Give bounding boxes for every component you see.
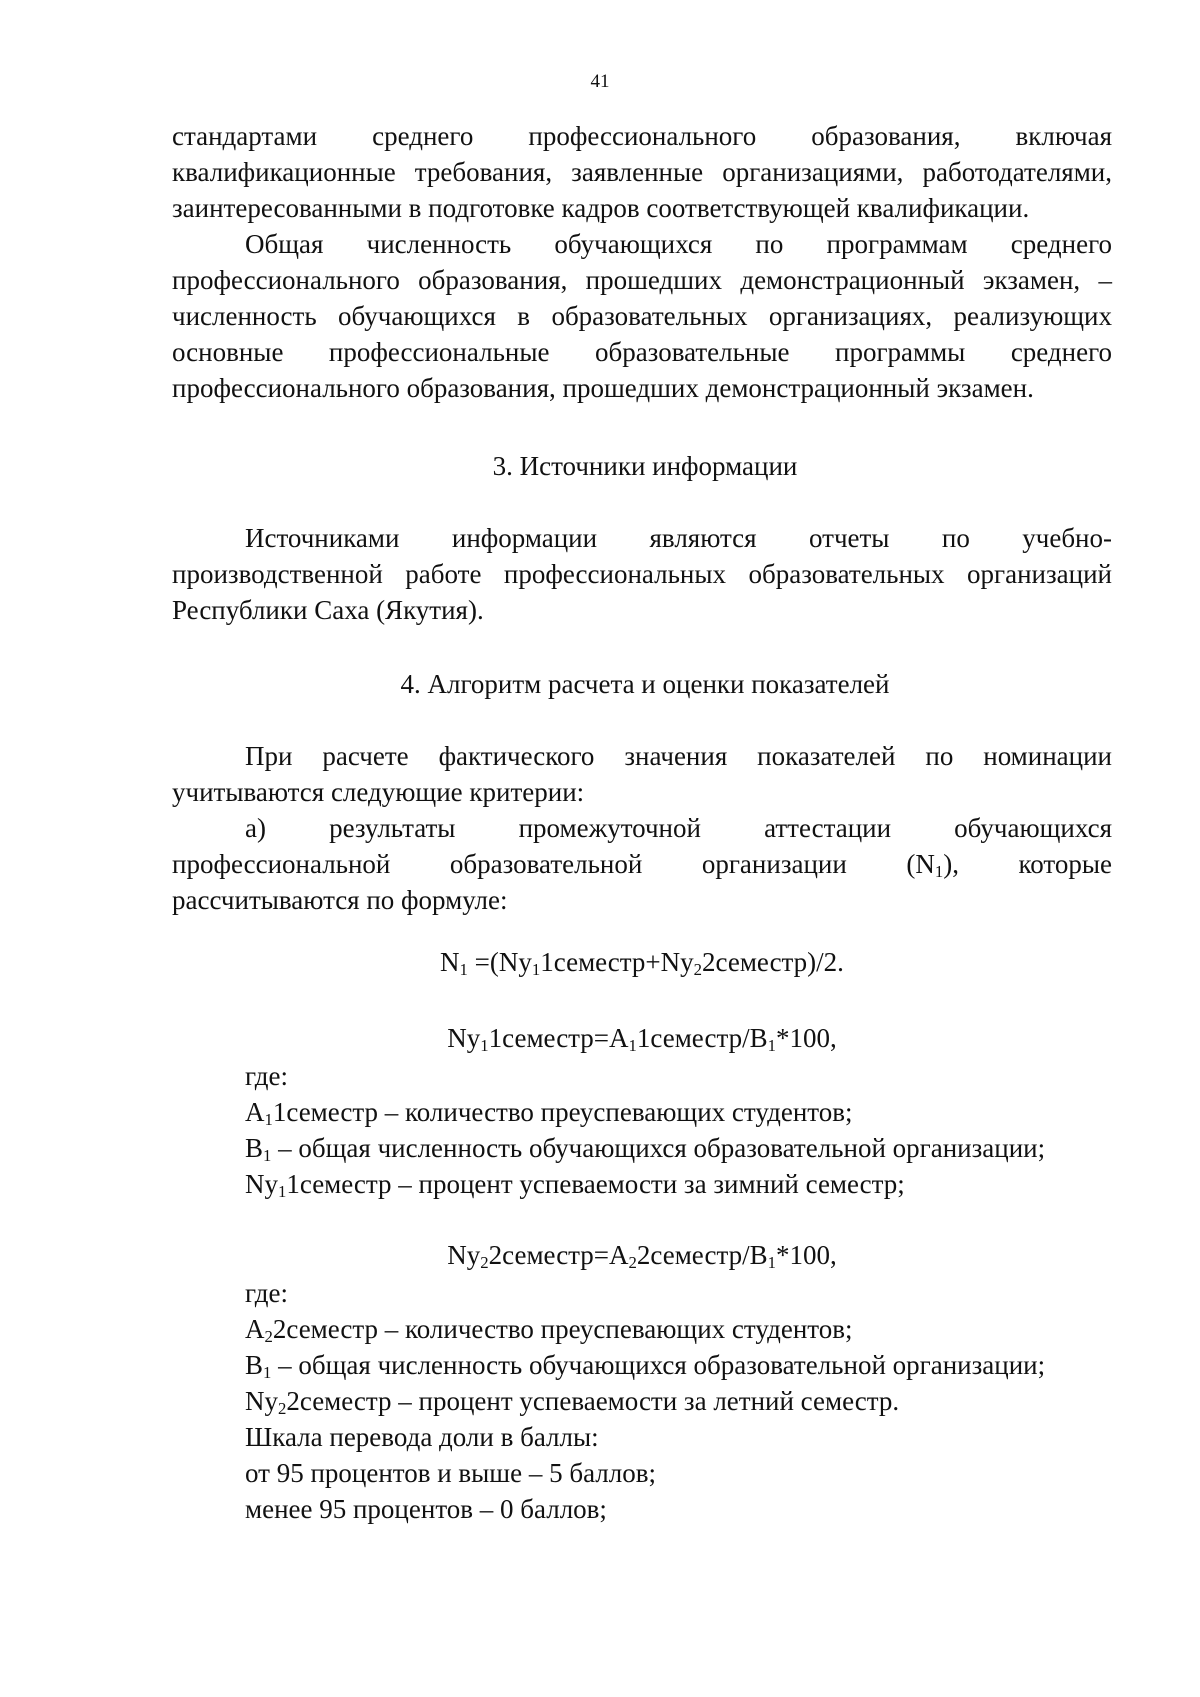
paragraph-line: заинтересованными в подготовке кадров соответствующей квалификации. (172, 193, 1030, 223)
definition-line (245, 1094, 1125, 1130)
text-run: В (245, 1133, 264, 1163)
subscript: 1 (934, 862, 944, 882)
definition-line (245, 1311, 1125, 1347)
subscript: 2 (480, 1253, 489, 1273)
scale-item: менее 95 процентов – 0 баллов; (245, 1494, 607, 1524)
subscript: 1 (628, 1036, 637, 1056)
criterion-a (172, 810, 1112, 918)
section-4-intro (172, 738, 1112, 810)
text-run: профессиональной образовательной организации (N (172, 849, 935, 879)
paragraph-line: При расчете фактического значения показателей по номинации (245, 741, 1112, 771)
paragraph-line: стандартами среднего профессионального образования, включая (172, 121, 1112, 151)
text-run: Nу (447, 1240, 481, 1270)
text-run: – общая численность обучающихся образовательной организации; (271, 1133, 1046, 1163)
paragraph-line: профессионального образования, прошедших демонстрационный экзамен, – (172, 265, 1112, 295)
text-run: А (245, 1314, 265, 1344)
text-run: 2семестр=А (488, 1240, 629, 1270)
total-count-paragraph (172, 226, 1112, 406)
subscript: 2 (278, 1399, 287, 1419)
definition-line (245, 1347, 1125, 1383)
text-run: Nу (447, 1023, 481, 1053)
subscript: 1 (278, 1182, 287, 1202)
definition-line (245, 1130, 1125, 1166)
subscript: 2 (264, 1327, 273, 1347)
scale-item: от 95 процентов и выше – 5 баллов; (245, 1458, 656, 1488)
text-run: Nу (245, 1386, 278, 1416)
page-number: 41 (590, 71, 610, 92)
subscript: 1 (531, 960, 541, 980)
subscript: 1 (459, 960, 468, 980)
subscript: 1 (767, 1036, 776, 1056)
text-run: 1семестр+Nу (540, 947, 694, 977)
subscript: 2 (628, 1253, 637, 1273)
text-run: 2семестр – процент успеваемости за летний семестр. (286, 1386, 900, 1416)
text-run: А (245, 1097, 265, 1127)
paragraph-line: основные профессиональные образовательные программы среднего (172, 337, 1112, 367)
subscript: 1 (263, 1363, 272, 1383)
text-run: 2семестр/В (636, 1240, 768, 1270)
text-run: 1семестр/В (636, 1023, 768, 1053)
definitions-semester-1 (245, 1058, 1125, 1202)
text-run: *100, (775, 1023, 837, 1053)
text-run: 1семестр – процент успеваемости за зимний семестр; (286, 1169, 905, 1199)
paragraph-line (172, 846, 1112, 882)
paragraph-line: Источниками информации являются отчеты по учебно- (245, 523, 1112, 553)
scale-title: Шкала перевода доли в баллы: (245, 1422, 599, 1452)
text-run: 1семестр – количество преуспевающих студентов; (272, 1097, 853, 1127)
paragraph-line: Общая численность обучающихся по программам среднего (245, 229, 1112, 259)
section-3-paragraph (172, 520, 1112, 628)
subscript: 1 (480, 1036, 489, 1056)
subscript: 2 (693, 960, 703, 980)
text-run: В (245, 1350, 264, 1380)
text-run: 2семестр)/2. (702, 947, 844, 977)
formula-semester-1 (172, 1020, 1112, 1056)
definition-line (245, 1166, 1125, 1202)
text-run: 1семестр=А (488, 1023, 629, 1053)
intro-paragraph (172, 118, 1112, 226)
paragraph-line: а) результаты промежуточной аттестации обучающихся (245, 813, 1112, 843)
text-run: ), которые (943, 849, 1112, 879)
paragraph-line: рассчитываются по формуле: (172, 885, 508, 915)
paragraph-line: производственной работе профессиональных образовательных организаций (172, 559, 1112, 589)
definitions-semester-2 (245, 1275, 1125, 1527)
where-label: где: (245, 1278, 288, 1308)
subscript: 1 (767, 1253, 776, 1273)
text-run: – общая численность обучающихся образовательной организации; (271, 1350, 1046, 1380)
text-run: N (440, 947, 460, 977)
section-3-heading: 3. Источники информации (492, 451, 798, 481)
paragraph-line: численность обучающихся в образовательных организациях, реализующих (172, 301, 1112, 331)
text-run: Nу (245, 1169, 278, 1199)
paragraph-line: квалификационные требования, заявленные организациями, работодателями, (172, 157, 1112, 187)
text-run: *100, (775, 1240, 837, 1270)
formula-main (172, 944, 1112, 980)
paragraph-line: Республики Саха (Якутия). (172, 595, 484, 625)
subscript: 1 (264, 1110, 273, 1130)
definition-line (245, 1383, 1125, 1419)
subscript: 1 (263, 1146, 272, 1166)
paragraph-line: учитываются следующие критерии: (172, 777, 585, 807)
where-label: где: (245, 1061, 288, 1091)
text-run: 2семестр – количество преуспевающих студентов; (272, 1314, 853, 1344)
formula-semester-2 (172, 1237, 1112, 1273)
section-4-heading: 4. Алгоритм расчета и оценки показателей (400, 669, 890, 699)
text-run: =(Nу (467, 947, 532, 977)
paragraph-line: профессионального образования, прошедших демонстрационный экзамен. (172, 373, 1034, 403)
